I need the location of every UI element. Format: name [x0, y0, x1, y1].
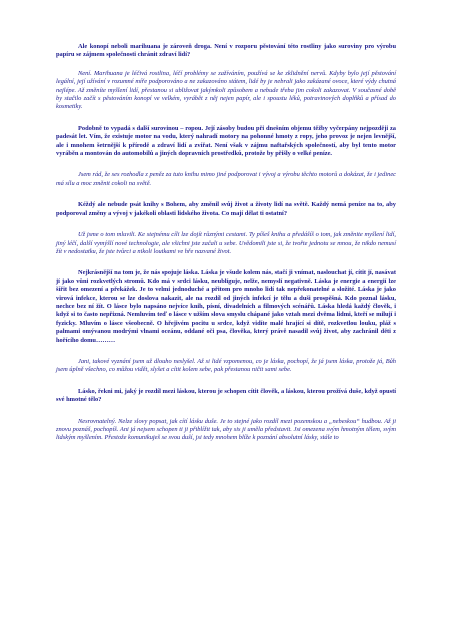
answer-paragraph: Jani, takové vyznání jsem už dlouho neslyšel. Až si lidé vzpomenou, co je láska, pochopí, že já jsem láska, protože já, Bůh jsem úplně všechno, co můžou vidět, slyšet a cítit kolem sebe, pak přestanou ničit sami sebe. — [56, 357, 396, 374]
question-paragraph: Podobně to vypadá s další surovinou – ropou. Její zásoby budou při dnešním objemu těžby vyčerpány nejpozději za padesát let. Vím, že existuje motor na vodu, který nahradí motory na pohonné hmoty z ropy, jeho provoz je nejen levnější, ale i mnohem šetrnější k přírodě a zdraví lidí a zvířat. Není však v zájmu naftařských společností, aby byl tento motor vyráběn a montován do automobilů a jiných dopravních prostředků, protože by přišly o velké peníze. — [56, 124, 396, 158]
answer-paragraph: Jsem rád, že ses rozhodla z peněz za tuto knihu mimo jiné podporovat i vývoj a výrobu těchto motorů a dokázat, že i jedinec má sílu a moc změnit cokoli na světě. — [56, 171, 396, 187]
question-paragraph: Kéždý ale nebude psát knihy s Bohem, aby změnil svůj život a životy lidí na světě. Každý nemá peníze na to, aby podporoval změny a vývoj v jakékoli oblasti lidského života. Co mají dělat ti ostatní? — [56, 201, 396, 217]
question-paragraph: Nejkrásnější na tom je, že nás spojuje láska. Láska je všude kolem nás, stačí ji vnímat, naslouchat jí, cítit jí, nasávat jí jako vůni rozkvetlých stromů. Kdo má v srdci lásku, neublíguje, nelže, nemyslí negativně. Láska je energie a energií lze šířit bez omezení a překážek. Je to velmi jednoduché a přitom pro mnoho lidí tak nepřekonatelné a složité. Láska je jako virová infekce, kterou se lze doslova nakazit, ale na rozdíl od jiných infekcí je tělu a duši prospěšná. Kdo poznal lásku, nechce bez ní žít. O lásce bylo napsáno nejvíce knih, písní, divadelních a filmových scénářů. Láska hledá každý člověk, i když si to často nepřizná. Nemluvím teď o lásce v užším slova smyslu chápané jako vztah mezi dvěma lidmi, kteří se milují i fyzicky. Mluvím o lásce všeobecně. O hřejivém pocitu u srdce, když vidíte malé hrající si dítě, rozkvetlou louku, pláž s palmami omývanou modrými vlnami oceánu, oddané oči psa, člověka, který právě nasadil svůj život, aby zachránil děti z hořícího domu……… — [56, 269, 396, 344]
question-paragraph: Ale konopí neboli marihuana je zároveň droga. Není v rozporu pěstování této rostliny jako suroviny pro výrobu papíru se zájmem společnosti chránit zdraví lidí? — [56, 43, 396, 59]
question-paragraph: Lásko, řekni mi, jaký je rozdíl mezi láskou, kterou je schopen cítit člověk, a láskou, kterou prožívá duše, když opustí své hmotné tělo? — [56, 387, 396, 404]
answer-paragraph: Už jsme o tom mluvili. Ke stejnému cíli lze dojít různými cestami. Ty píšeš knihu a předášíš o tom, jak změnite myšlení lidí, jiný léčí, další vymýšlí nové technologie, ale všichni jste začali u sebe. Uvědomili jste si, že tvořte jednotu se mnou, že nikdo nemusí žít v nedostatku, že jste tvůrci a nikoli loutkami ve hře nazvané život. — [56, 231, 396, 255]
answer-paragraph: Není. Marihuana je léčivá rostlina, léčí problémy se zažíváním, používá se ke zklidnění nervů. Kdyby bylo její pěstování legální, její užívání v rozumné míře podporováno a ne zakazováno státem, lidé by je nebrali jako zakázané ovoce, které výdy chutná nejlépe. Až změníte myšlení lidí, přestanou si ubližovat jakýmkoli způsobem a nebude třeba jim cokoli zakazovat. V současné době by stačilo začít s pěstováním konopí ve velkém, vyrábět z něj nejen papír, ale i spoustu léků, potravinových doplňků a přísad do kosmetiky. — [56, 69, 396, 111]
answer-paragraph: Nesrovnatelný. Nelze slovy popsat, jak cítí lásku duše. Je to stejné jako rozdíl mezi pozemskou a „nebeskou“ hudbou. Až ji znovu poznáš, pochopíš. Ani já nejsem schopen ti ji přiblížit tak, aby sis ji uměla představit. Jsi omezena svým hmotným tělem, svým lidským myšlením. Přestože komunikuješ se svou duší, jsi tedy mnohem blíže k poznání absolutní lásky, stále to — [56, 417, 396, 442]
